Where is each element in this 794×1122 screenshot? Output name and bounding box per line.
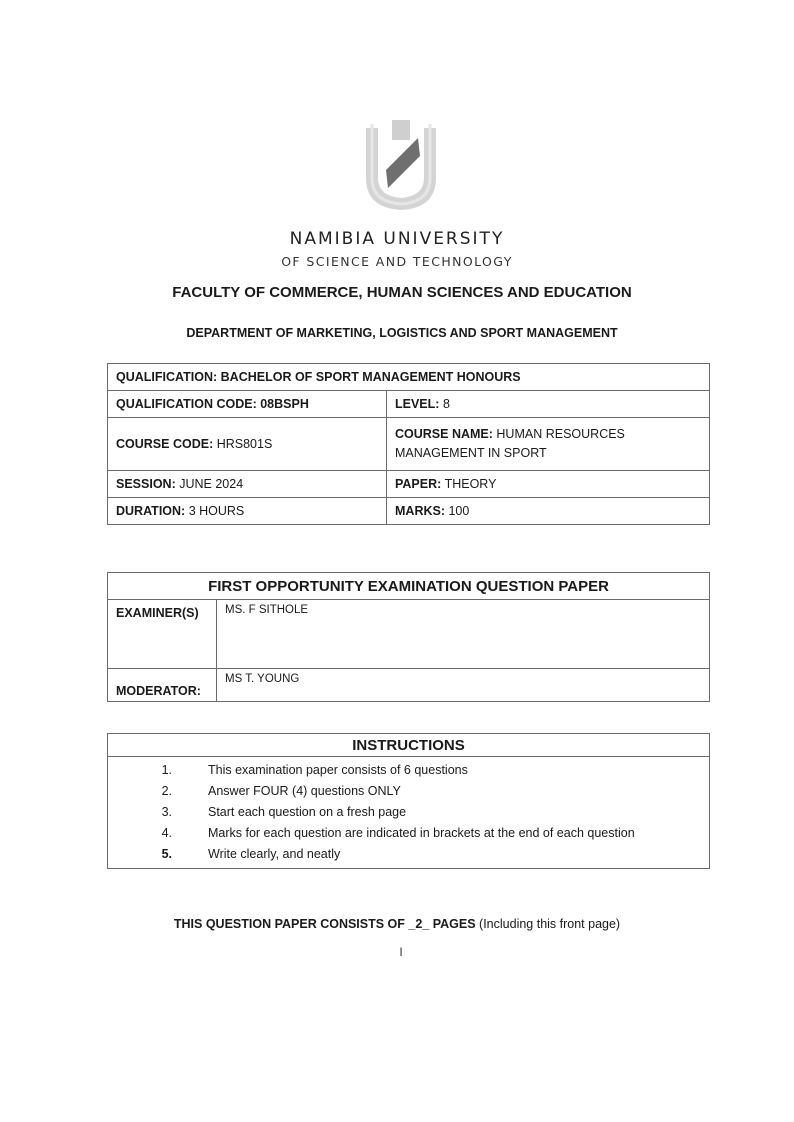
- paper-label: PAPER:: [395, 477, 442, 491]
- instructions-body-row: [108, 757, 710, 869]
- department-heading: DEPARTMENT OF MARKETING, LOGISTICS AND SPORT MANAGEMENT: [186, 326, 618, 340]
- examiners-table: [107, 572, 710, 702]
- instruction-text: Write clearly, and neatly: [208, 846, 341, 861]
- page-count-note: [0, 917, 794, 931]
- faculty-heading: FACULTY OF COMMERCE, HUMAN SCIENCES AND EDUCATION: [172, 284, 632, 301]
- qualification-code-cell: [108, 391, 387, 418]
- paper-cell: [387, 471, 710, 498]
- course-code-label: COURSE CODE:: [116, 436, 214, 451]
- instruction-text: Start each question on a fresh page: [208, 804, 407, 819]
- moderator-label: MODERATOR:: [108, 669, 217, 702]
- marks-cell: [387, 498, 710, 525]
- course-code-value: HRS801S: [216, 436, 273, 451]
- qualification-value: BACHELOR OF SPORT MANAGEMENT HONOURS: [220, 370, 521, 384]
- examiner-value: MS. F SITHOLE: [217, 600, 710, 669]
- instruction-number: 3.: [161, 804, 172, 819]
- instruction-item: [108, 801, 709, 822]
- instruction-item: [108, 780, 709, 801]
- page-count-note-text: (Including this front page): [479, 917, 621, 931]
- course-name-value: HUMAN RESOURCES MANAGEMENT IN SPORT: [395, 427, 625, 460]
- duration-cell: [108, 498, 387, 525]
- course-row: [108, 418, 710, 471]
- paper-value: THEORY: [444, 477, 497, 491]
- qualification-label: QUALIFICATION:: [116, 370, 218, 384]
- duration-label: DURATION:: [116, 504, 186, 518]
- instructions-list: [108, 757, 710, 869]
- instructions-title-row: [108, 734, 710, 757]
- duration-row: [108, 498, 710, 525]
- instruction-text: Answer FOUR (4) questions ONLY: [208, 783, 401, 798]
- duration-value: 3 HOURS: [188, 504, 245, 518]
- page-number: I: [399, 945, 403, 959]
- moderator-value: MS T. YOUNG: [217, 669, 710, 702]
- session-value: JUNE 2024: [179, 477, 244, 491]
- examiner-label: EXAMINER(S): [108, 600, 217, 669]
- level-value: 8: [442, 397, 450, 411]
- qualification-code-label: QUALIFICATION CODE:: [116, 397, 257, 411]
- moderator-row: [108, 669, 710, 702]
- instruction-number: 4.: [161, 825, 172, 840]
- university-subtitle: OF SCIENCE AND TECHNOLOGY: [281, 254, 513, 269]
- instructions-title: INSTRUCTIONS: [108, 734, 710, 757]
- instructions-table: [107, 733, 710, 869]
- instruction-text: Marks for each question are indicated in brackets at the end of each question: [208, 825, 635, 840]
- qualification-row: [108, 364, 710, 391]
- instruction-number: 5.: [161, 846, 172, 861]
- course-name-label: COURSE NAME:: [395, 427, 493, 441]
- session-label: SESSION:: [116, 477, 176, 491]
- qualification-cell: [108, 364, 710, 391]
- course-code-cell: [108, 418, 387, 471]
- instruction-item: [108, 759, 709, 780]
- exam-title-row: [108, 573, 710, 600]
- course-name-cell: [387, 418, 710, 471]
- instruction-number: 1.: [161, 762, 172, 777]
- instruction-item: [108, 843, 709, 864]
- course-details-table: [107, 363, 710, 525]
- qualification-code-row: [108, 391, 710, 418]
- exam-title: FIRST OPPORTUNITY EXAMINATION QUESTION PAPER: [108, 573, 710, 600]
- marks-label: MARKS:: [395, 504, 445, 518]
- instruction-number: 2.: [161, 783, 172, 798]
- instruction-text: This examination paper consists of 6 questions: [208, 762, 468, 777]
- instruction-item: [108, 822, 709, 843]
- session-row: [108, 471, 710, 498]
- level-label: LEVEL:: [395, 397, 440, 411]
- level-cell: [387, 391, 710, 418]
- examiner-row: [108, 600, 710, 669]
- session-cell: [108, 471, 387, 498]
- marks-value: 100: [448, 504, 470, 518]
- qualification-code-value: 08BSPH: [260, 397, 309, 411]
- university-name: NAMIBIA UNIVERSITY: [289, 229, 505, 249]
- page-count-bold: THIS QUESTION PAPER CONSISTS OF _2_ PAGES: [173, 917, 476, 931]
- university-logo: [362, 120, 440, 212]
